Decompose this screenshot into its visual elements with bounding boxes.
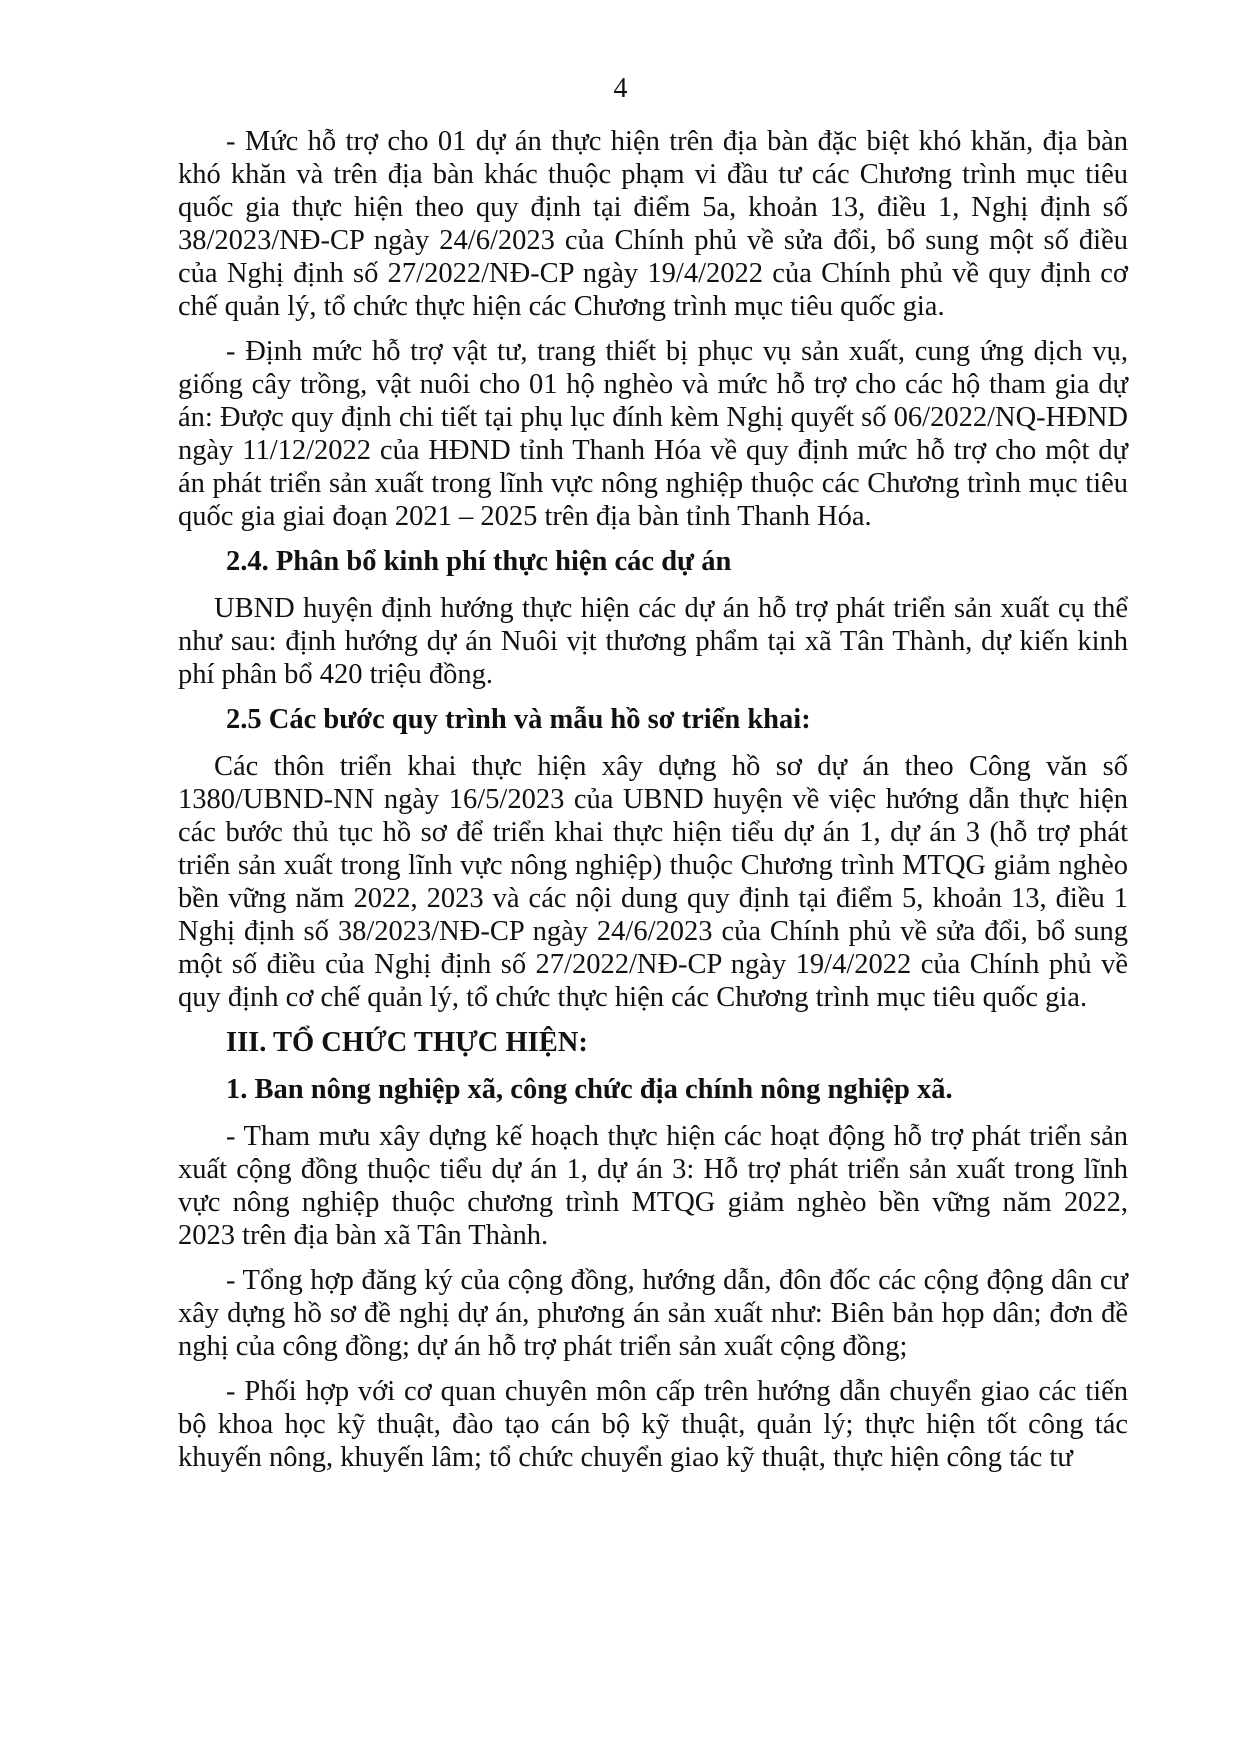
- subsection-heading-1: 1. Ban nông nghiệp xã, công chức địa chính nông nghiệp xã.: [226, 1074, 953, 1105]
- paragraph-support-norms: - Định mức hỗ trợ vật tư, trang thiết bị phục vụ sản xuất, cung ứng dịch vụ, giống cây trồng, vật nuôi cho 01 hộ nghèo và mức hỗ trợ cho các hộ tham gia dự án: Được quy định chi tiết tại phụ lục đính kèm Nghị quyết số 06/2022/NQ-HĐND ngày 11/12/2022 của HĐND tỉnh Thanh Hóa về quy định mức hỗ trợ cho một dự án phát triển sản xuất trong lĩnh vực nông nghiệp thuộc các Chương trình mục tiêu quốc gia giai đoạn 2021 – 2025 trên địa bàn tỉnh Thanh Hóa.: [178, 336, 1128, 532]
- paragraph-procedure-steps: Các thôn triển khai thực hiện xây dựng hồ sơ dự án theo Công văn số 1380/UBND-NN ngày 16/5/2023 của UBND huyện về việc hướng dẫn thực hiện các bước thủ tục hồ sơ để triển khai thực hiện tiểu dự án 1, dự án 3 (hỗ trợ phát triển sản xuất trong lĩnh vực nông nghiệp) thuộc Chương trình MTQG giảm nghèo bền vững năm 2022, 2023 và các nội dung quy định tại điểm 5, khoản 13, điều 1 Nghị định số 38/2023/NĐ-CP ngày 24/6/2023 của Chính phủ về sửa đổi, bổ sung một số điều của Nghị định số 27/2022/NĐ-CP ngày 19/4/2022 của Chính phủ về quy định cơ chế quản lý, tổ chức thực hiện các Chương trình mục tiêu quốc gia.: [178, 751, 1128, 1013]
- paragraph-budget-allocation: UBND huyện định hướng thực hiện các dự án hỗ trợ phát triển sản xuất cụ thể như sau: định hướng dự án Nuôi vịt thương phẩm tại xã Tân Thành, dự kiến kinh phí phân bổ 420 triệu đồng.: [178, 593, 1128, 690]
- paragraph-support-level: - Mức hỗ trợ cho 01 dự án thực hiện trên địa bàn đặc biệt khó khăn, địa bàn khó khăn và trên địa bàn khác thuộc phạm vi đầu tư các Chương trình mục tiêu quốc gia thực hiện theo quy định tại điểm 5a, khoản 13, điều 1, Nghị định số 38/2023/NĐ-CP ngày 24/6/2023 của Chính phủ về sửa đổi, bổ sung một số điều của Nghị định số 27/2022/NĐ-CP ngày 19/4/2022 của Chính phủ về quy định cơ chế quản lý, tổ chức thực hiện các Chương trình mục tiêu quốc gia.: [178, 126, 1128, 322]
- paragraph-compile-registrations: - Tổng hợp đăng ký của cộng đồng, hướng dẫn, đôn đốc các cộng động dân cư xây dựng hồ sơ đề nghị dự án, phương án sản xuất như: Biên bản họp dân; đơn đề nghị của công đồng; dự án hỗ trợ phát triển sản xuất cộng đồng;: [178, 1265, 1128, 1362]
- section-heading-2-5: 2.5 Các bước quy trình và mẫu hồ sơ triển khai:: [226, 704, 811, 735]
- page-number: 4: [613, 73, 628, 104]
- paragraph-advise-plan: - Tham mưu xây dựng kế hoạch thực hiện các hoạt động hỗ trợ phát triển sản xuất cộng đồng thuộc tiểu dự án 1, dự án 3: Hỗ trợ phát triển sản xuất trong lĩnh vực nông nghiệp thuộc chương trình MTQG giảm nghèo bền vững năm 2022, 2023 trên địa bàn xã Tân Thành.: [178, 1121, 1128, 1251]
- paragraph-coordinate-agencies: - Phối hợp với cơ quan chuyên môn cấp trên hướng dẫn chuyển giao các tiến bộ khoa học kỹ thuật, đào tạo cán bộ kỹ thuật, quản lý; thực hiện tốt công tác khuyến nông, khuyến lâm; tổ chức chuyển giao kỹ thuật, thực hiện công tác tư: [178, 1376, 1128, 1473]
- section-heading-iii: III. TỔ CHỨC THỰC HIỆN:: [226, 1027, 588, 1058]
- document-body: [178, 125, 1128, 1486]
- section-heading-2-4: 2.4. Phân bổ kinh phí thực hiện các dự án: [226, 546, 732, 577]
